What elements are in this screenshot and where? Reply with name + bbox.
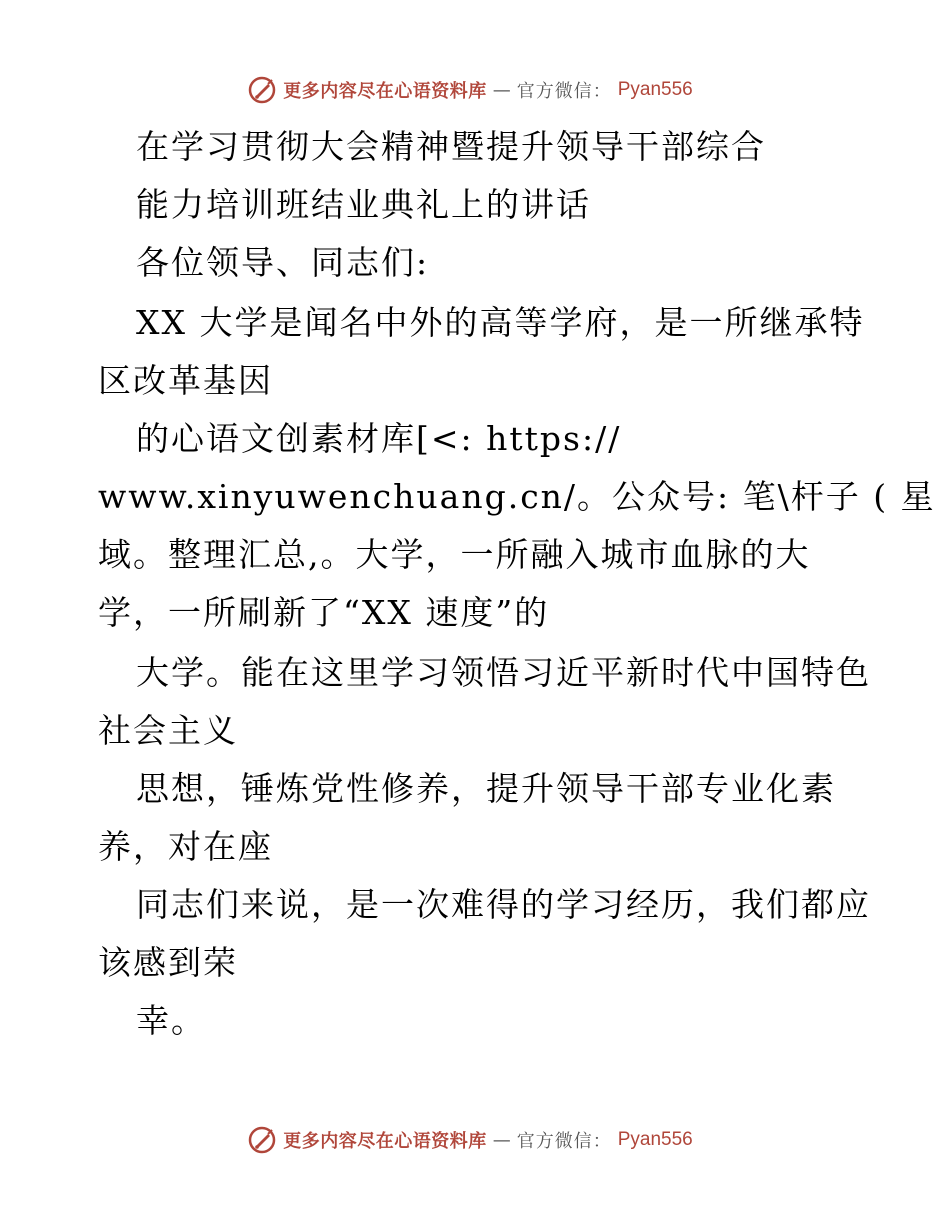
paragraph-line: 区改革基因 — [98, 361, 273, 400]
document-title-line-1: 在学习贯彻大会精神暨提升领导干部综合 — [136, 127, 766, 166]
header-banner-text: 更多内容尽在心语资料库 — [283, 81, 487, 102]
footer-wechat-id: Pyan556 — [617, 1129, 693, 1150]
footer-banner — [0, 1120, 950, 1160]
footer-banner-text: 更多内容尽在心语资料库 — [283, 1131, 487, 1152]
paragraph-line: 社会主义 — [98, 711, 238, 750]
header-banner-separator: — — [492, 79, 511, 101]
footer-banner-inner — [247, 1125, 693, 1155]
quill-logo-icon — [247, 75, 277, 105]
header-wechat-label: 官方微信： — [516, 81, 612, 102]
paragraph-line: 思想，锤炼党性修养，提升领导干部专业化素 — [136, 769, 836, 808]
paragraph-line: 养，对在座 — [98, 827, 273, 866]
header-wechat-id: Pyan556 — [617, 79, 693, 100]
paragraph-line: 的心语文创素材库[<: https:// — [136, 419, 622, 458]
paragraph-line: XX 大学是闻名中外的高等学府，是一所继承特 — [136, 303, 865, 342]
footer-banner-separator: — — [492, 1129, 511, 1151]
paragraph-line: 该感到荣 — [98, 943, 238, 982]
document-salutation: 各位领导、同志们: — [136, 243, 430, 282]
paragraph-line: www.xinyuwenchuang.cn/。公众号: 笔\杆子 ( 星 — [98, 477, 936, 516]
header-banner — [0, 70, 950, 110]
document-title-line-2: 能力培训班结业典礼上的讲话 — [136, 185, 591, 224]
paragraph-line: 大学。能在这里学习领悟习近平新时代中国特色 — [136, 653, 871, 692]
quill-logo-icon — [247, 1125, 277, 1155]
paragraph-line: 学，一所刷新了“XX 速度”的 — [98, 593, 550, 632]
footer-wechat-label: 官方微信： — [516, 1131, 612, 1152]
header-banner-inner — [247, 75, 693, 105]
paragraph-line: 同志们来说，是一次难得的学习经历，我们都应 — [136, 885, 871, 924]
paragraph-line: 域。整理汇总,。大学，一所融入城市血脉的大 — [98, 535, 811, 574]
paragraph-line: 幸。 — [136, 1001, 206, 1040]
